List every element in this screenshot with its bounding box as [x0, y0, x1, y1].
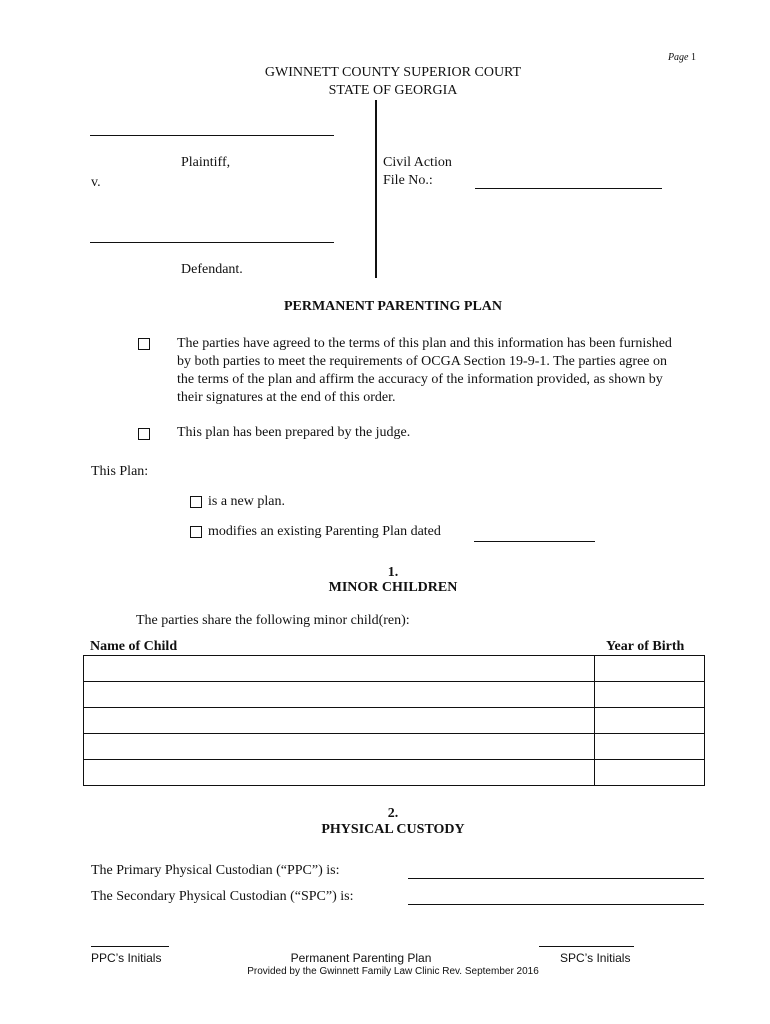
- modifies-plan-text: modifies an existing Parenting Plan dated: [208, 524, 441, 539]
- plaintiff-name-line[interactable]: [90, 135, 334, 136]
- child-year-cell[interactable]: [595, 760, 705, 786]
- table-row: [84, 656, 705, 682]
- new-plan-text: is a new plan.: [208, 494, 285, 509]
- civil-action-label: Civil Action: [383, 155, 452, 170]
- spc-initials-label: SPC’s Initials: [560, 951, 631, 965]
- child-year-cell[interactable]: [595, 708, 705, 734]
- judge-checkbox[interactable]: [138, 428, 150, 440]
- section2-heading: PHYSICAL CUSTODY: [321, 822, 465, 837]
- page-number: [668, 52, 696, 63]
- children-table: [83, 655, 705, 786]
- defendant-name-line[interactable]: [90, 242, 334, 243]
- court-name: GWINNETT COUNTY SUPERIOR COURT: [264, 65, 522, 80]
- section1-intro: The parties share the following minor child(ren):: [136, 613, 410, 628]
- column-year-of-birth: Year of Birth: [606, 639, 685, 654]
- document-title: PERMANENT PARENTING PLAN: [283, 299, 503, 314]
- child-year-cell[interactable]: [595, 656, 705, 682]
- section1-number: 1.: [387, 565, 399, 580]
- this-plan-label: This Plan:: [91, 464, 149, 479]
- page-number-value: 1: [691, 52, 696, 63]
- spc-name-line[interactable]: [408, 904, 704, 905]
- ppc-initials-line[interactable]: [91, 946, 169, 947]
- spc-initials-line[interactable]: [539, 946, 634, 947]
- caption-divider: [375, 100, 377, 278]
- defendant-label: Defendant.: [181, 262, 243, 277]
- ppc-name-line[interactable]: [408, 878, 704, 879]
- table-row: [84, 760, 705, 786]
- child-name-cell[interactable]: [84, 708, 595, 734]
- judge-text: This plan has been prepared by the judge.: [177, 425, 411, 440]
- modifies-plan-checkbox[interactable]: [190, 526, 202, 538]
- ppc-label: The Primary Physical Custodian (“PPC”) is:: [91, 863, 340, 878]
- column-name-of-child: Name of Child: [90, 639, 178, 654]
- file-number-line[interactable]: [475, 188, 662, 189]
- new-plan-checkbox[interactable]: [190, 496, 202, 508]
- section1-heading: MINOR CHILDREN: [328, 580, 458, 595]
- plaintiff-label: Plaintiff,: [181, 155, 231, 170]
- provided-by-footer: Provided by the Gwinnett Family Law Clinic Rev. September 2016: [247, 966, 539, 977]
- footer-title: Permanent Parenting Plan: [290, 951, 432, 965]
- page-label: Page: [667, 52, 689, 63]
- versus-label: v.: [91, 175, 101, 190]
- table-row: [84, 682, 705, 708]
- child-name-cell[interactable]: [84, 734, 595, 760]
- table-row: [84, 734, 705, 760]
- child-name-cell[interactable]: [84, 682, 595, 708]
- modified-plan-date-line[interactable]: [474, 541, 595, 542]
- table-row: [84, 708, 705, 734]
- child-year-cell[interactable]: [595, 682, 705, 708]
- state-name: STATE OF GEORGIA: [328, 83, 458, 98]
- child-name-cell[interactable]: [84, 760, 595, 786]
- section2-number: 2.: [387, 806, 399, 821]
- spc-label: The Secondary Physical Custodian (“SPC”) is:: [91, 889, 354, 904]
- child-name-cell[interactable]: [84, 656, 595, 682]
- file-no-label: File No.:: [383, 173, 433, 188]
- agreed-checkbox[interactable]: [138, 338, 150, 350]
- child-year-cell[interactable]: [595, 734, 705, 760]
- ppc-initials-label: PPC’s Initials: [91, 951, 162, 965]
- agreed-text: The parties have agreed to the terms of this plan and this information has been furnished by both parties to meet the requirements of OCGA Section 19-9-1. The parties agree on the terms of the plan and affirm the accuracy of the information provided, as shown by their signatures at the end of this order.: [177, 336, 672, 405]
